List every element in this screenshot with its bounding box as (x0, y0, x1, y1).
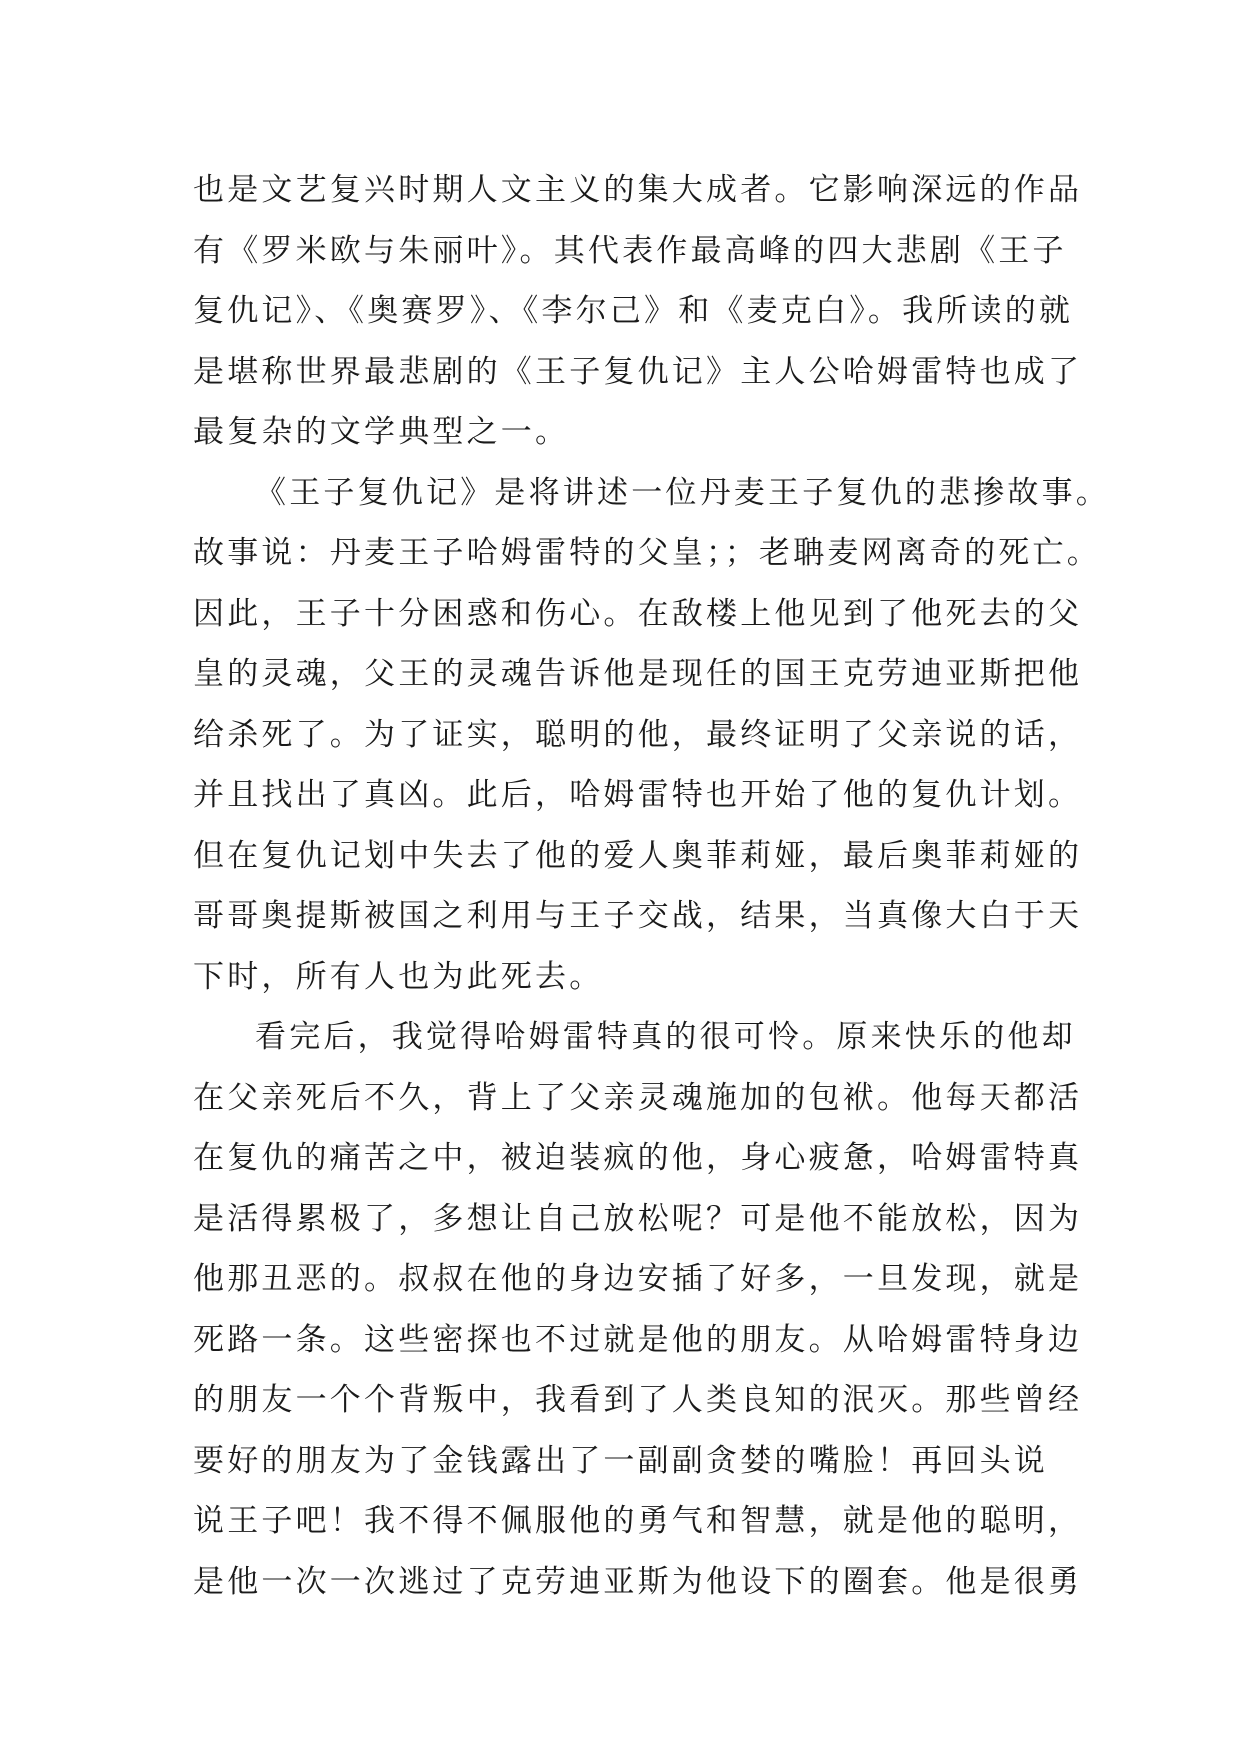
text-line: 因此，王子十分困惑和伤心。在敌楼上他见到了他死去的父 (193, 595, 1083, 632)
text-line: 并且找出了真凶。此后，哈姆雷特也开始了他的复仇计划。 (193, 777, 1083, 813)
text-line: 说王子吧！我不得不佩服他的勇气和智慧，就是他的聪明， (193, 1503, 1083, 1539)
text-line: 《王子复仇记》是将讲述一位丹麦王子复仇的悲掺故事。 (255, 474, 1110, 511)
paragraph (193, 160, 1083, 463)
text-line: 有《罗米欧与朱丽叶》。其代表作最高峰的四大悲剧《王子 (193, 232, 1067, 269)
text-line: 哥哥奥提斯被国之利用与王子交战，结果，当真像大白于天 (193, 898, 1083, 934)
text-line: 但在复仇记划中失去了他的爱人奥菲莉娅，最后奥菲莉娅的 (193, 837, 1083, 874)
text-line: 是堪称世界最悲剧的《王子复仇记》主人公哈姆雷特也成了 (193, 353, 1083, 390)
text-line: 最复杂的文学典型之一。 (193, 414, 570, 450)
text-line: 的朋友一个个背叛中，我看到了人类良知的泯灭。那些曾经 (193, 1382, 1083, 1418)
text-line: 在父亲死后不久，背上了父亲灵魂施加的包袱。他每天都活 (193, 1079, 1083, 1116)
text-line: 是他一次一次逃过了克劳迪亚斯为他设下的圈套。他是很勇 (193, 1563, 1083, 1600)
text-line: 也是文艺复兴时期人文主义的集大成者。它影响深远的作品 (193, 172, 1083, 208)
paragraph (193, 1007, 1083, 1612)
text-line: 皇的灵魂，父王的灵魂告诉他是现任的国王克劳迪亚斯把他 (193, 656, 1083, 692)
text-line: 是活得累极了，多想让自己放松呢？可是他不能放松，因为 (193, 1200, 1083, 1237)
text-line: 他那丑恶的。叔叔在他的身边安插了好多，一旦发现，就是 (193, 1261, 1083, 1297)
document-body (193, 160, 1110, 1612)
text-line: 死路一条。这些密探也不过就是他的朋友。从哈姆雷特身边 (193, 1321, 1083, 1358)
text-line: 故事说：丹麦王子哈姆雷特的父皇；；老聃麦网离奇的死亡。 (193, 535, 1101, 571)
text-line: 下时，所有人也为此死去。 (193, 958, 604, 995)
text-line: 给杀死了。为了证实，聪明的他，最终证明了父亲说的话， (193, 716, 1083, 753)
text-line: 看完后，我觉得哈姆雷特真的很可怜。原来快乐的他却 (255, 1019, 1076, 1055)
text-line: 在复仇的痛苦之中，被迫装疯的他，身心疲惫，哈姆雷特真 (193, 1140, 1083, 1176)
paragraph (193, 463, 1110, 1008)
text-line: 复仇记》、《奥赛罗》、《李尔己》和《麦克白》。我所读的就 (193, 293, 1074, 329)
text-line: 要好的朋友为了金钱露出了一副副贪婪的嘴脸！再回头说 (193, 1442, 1048, 1479)
